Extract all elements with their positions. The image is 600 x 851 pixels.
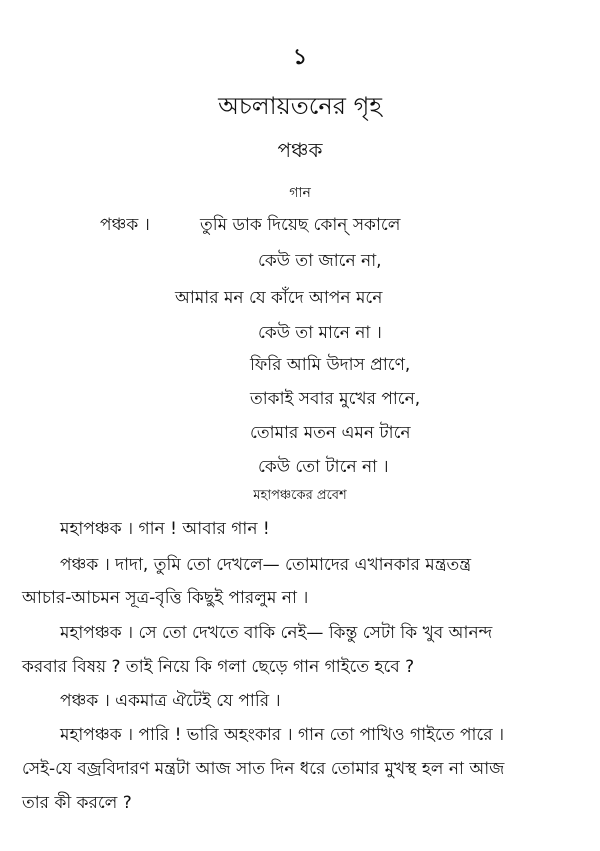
song-line: কেউ তা মানে না । — [258, 323, 382, 343]
scene-title: অচলায়তনের গৃহ — [218, 92, 382, 120]
dialogue-line: পঞ্চক । একমাত্র ঐটেই যে পারি । — [60, 691, 281, 711]
song-line: আমার মন যে কাঁদে আপন মনে — [175, 288, 383, 308]
scene-subtitle: পঞ্চক — [277, 138, 323, 162]
dialogue-line: সেই-যে বজ্রবিদারণ মন্ত্রটা আজ সাত দিন ধরে তোমার মুখস্থ হল না আজ — [22, 759, 505, 779]
dialogue-line: করবার বিষয় ? তাই নিয়ে কি গলা ছেড়ে গান গাইতে হবে ? — [22, 657, 415, 677]
song-line: কেউ তো টানে না । — [258, 457, 389, 477]
page-number: ১ — [292, 45, 308, 70]
song-speaker: পঞ্চক । — [100, 215, 150, 235]
song-line: কেউ তা জানে না, — [258, 251, 382, 271]
dialogue-line: আচার-আচমন সূত্র-বৃত্তি কিছুই পারলুম না । — [22, 588, 309, 608]
dialogue-line: তার কী করলে ? — [22, 793, 132, 813]
dialogue-line: পঞ্চক । দাদা, তুমি তো দেখলে— তোমাদের এখানকার মন্ত্রতন্ত্র — [60, 555, 472, 575]
song-line: তাকাই সবার মুখের পানে, — [250, 389, 421, 409]
song-line: ফিরি আমি উদাস প্রাণে, — [250, 355, 411, 375]
song-heading: গান — [289, 185, 311, 201]
dialogue-line: মহাপঞ্চক । গান ! আবার গান ! — [60, 519, 270, 539]
stage-direction: মহাপঞ্চকের প্রবেশ — [253, 488, 347, 503]
song-line: তোমার মতন এমন টানে — [250, 423, 411, 443]
song-line: তুমি ডাক দিয়েছ কোন্‌ সকালে — [200, 215, 401, 235]
dialogue-line: মহাপঞ্চক । পারি ! ভারি অহংকার । গান তো পাখিও গাইতে পারে । — [60, 725, 505, 745]
dialogue-line: মহাপঞ্চক । সে তো দেখতে বাকি নেই— কিন্তু সেটা কি খুব আনন্দ — [60, 623, 493, 643]
